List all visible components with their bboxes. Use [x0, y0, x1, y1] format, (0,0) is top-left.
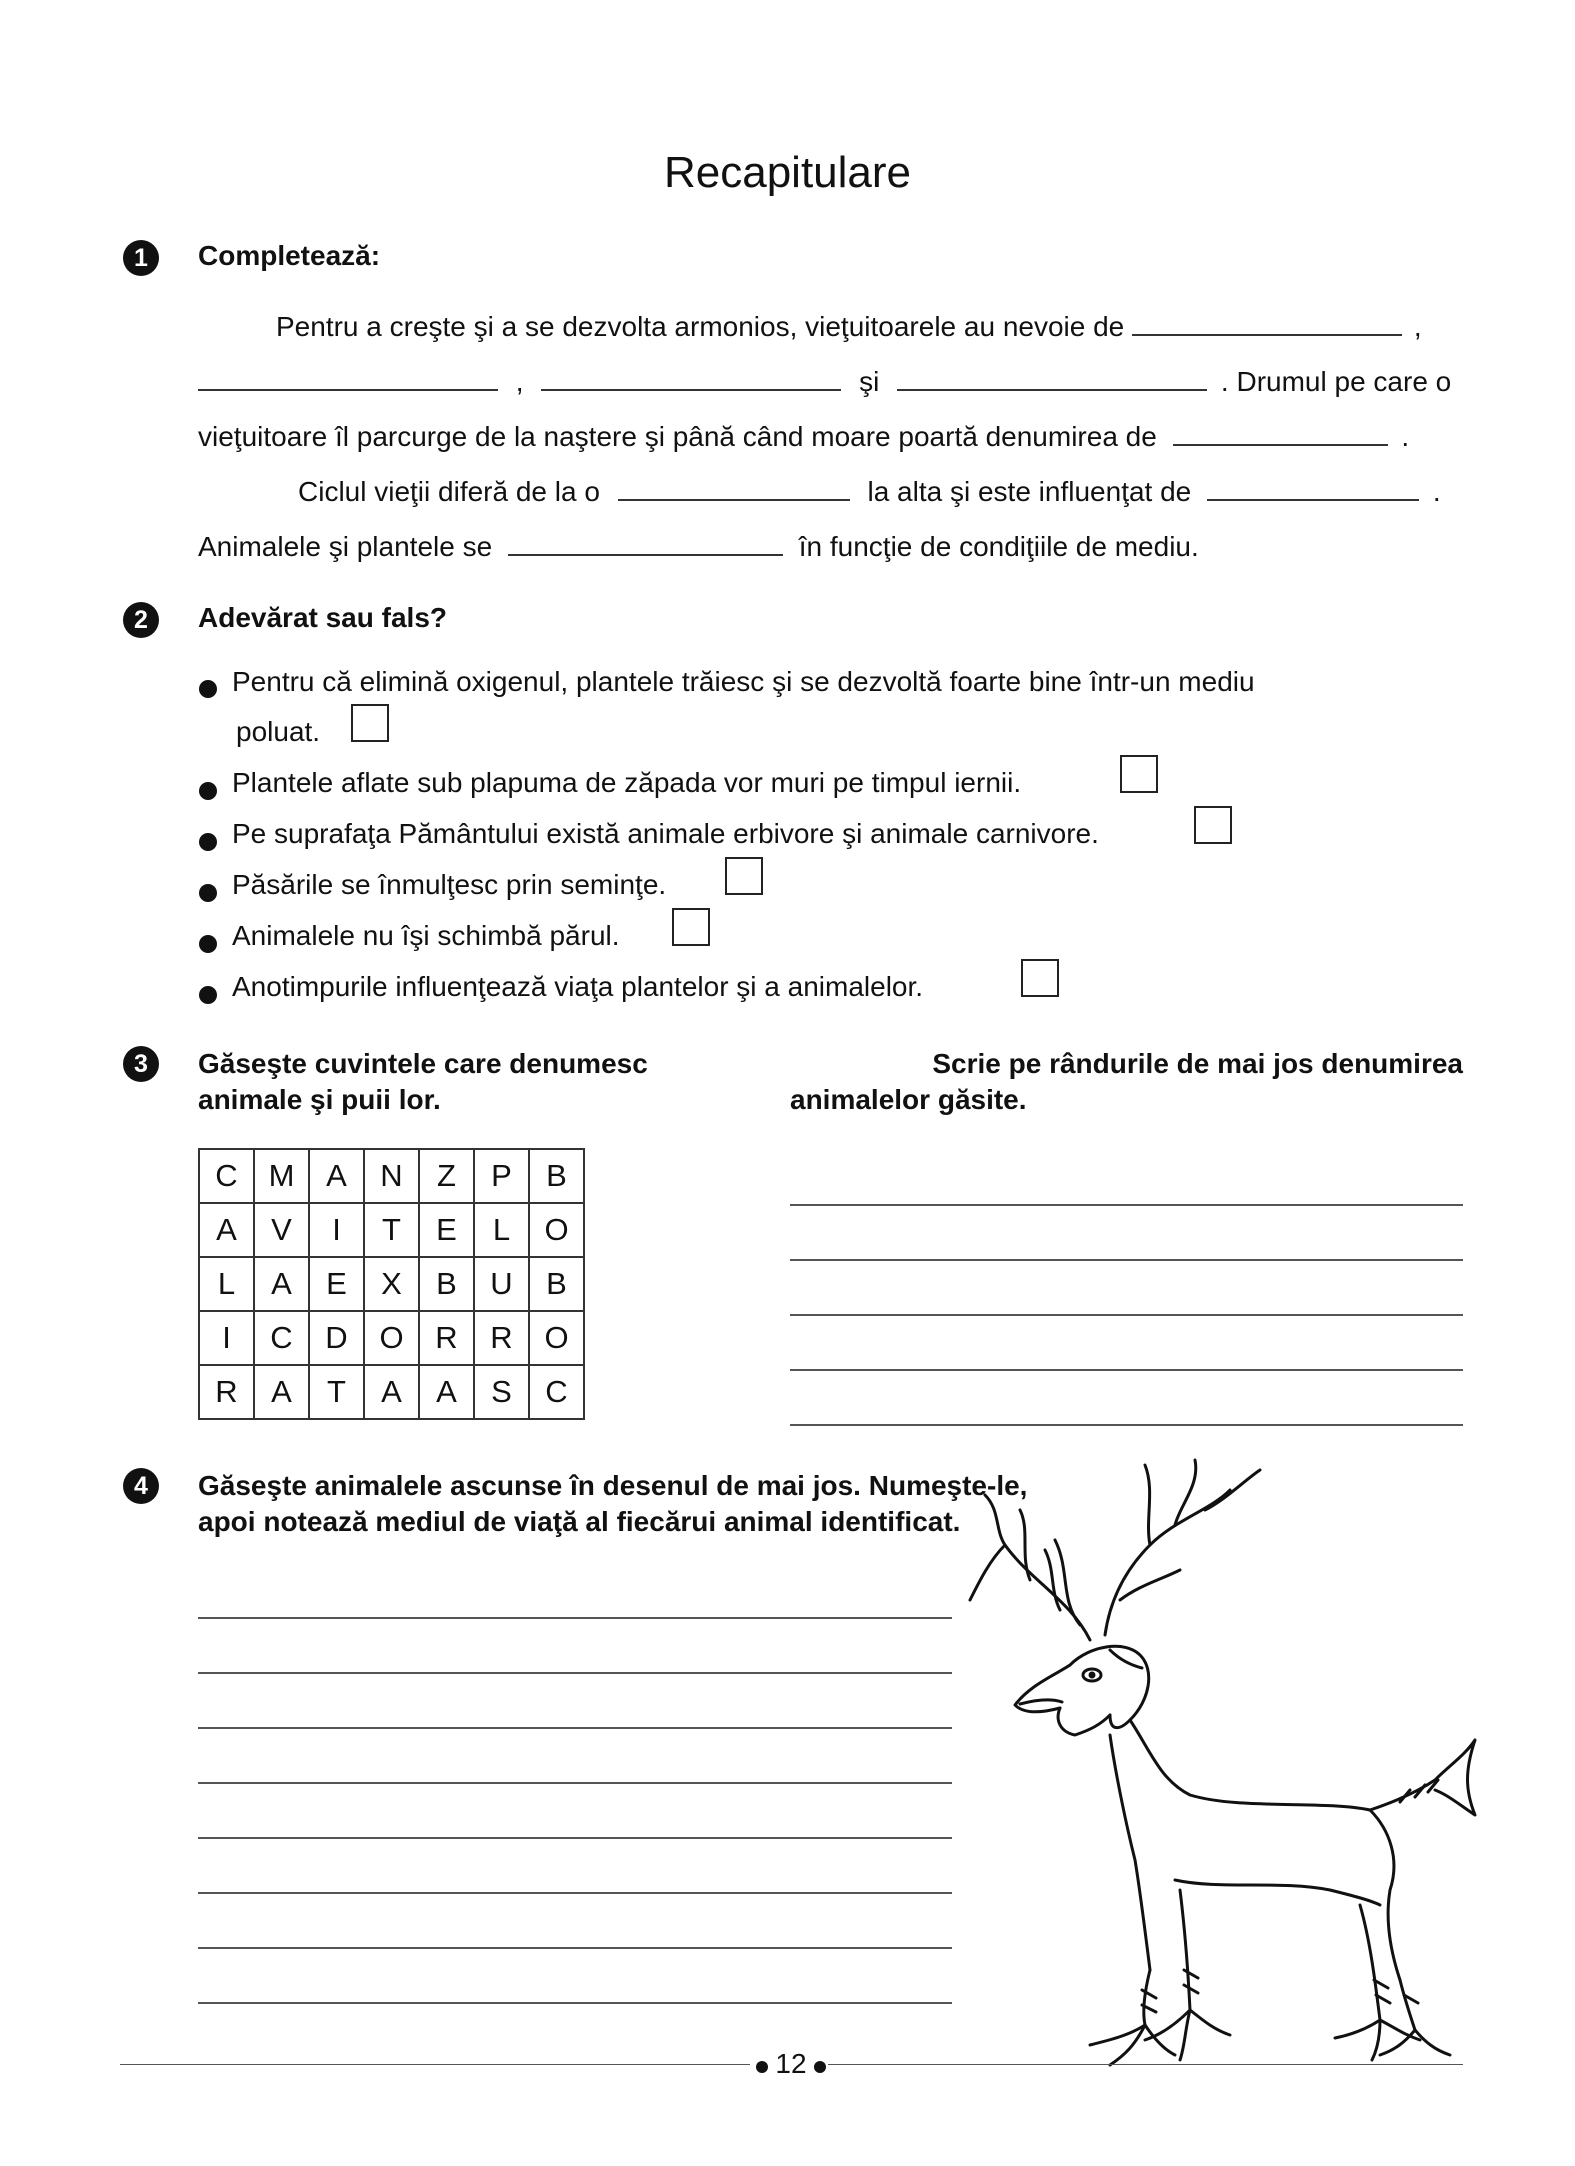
grid-cell[interactable]: C	[254, 1311, 309, 1365]
ex2-answer-box-5[interactable]	[672, 908, 710, 946]
grid-cell[interactable]: O	[529, 1311, 584, 1365]
footer-rule-right	[828, 2064, 1463, 2065]
ex1-line-4	[298, 476, 1441, 508]
ex1-line-4-text-a: Ciclul vieţii diferă de la o	[298, 476, 600, 507]
grid-cell[interactable]: E	[309, 1257, 364, 1311]
ex2-statement-2: Plantele aflate sub plapuma de zăpada vor muri pe timpul iernii.	[232, 767, 1022, 798]
ex1-line-2-end: . Drumul pe care o	[1220, 366, 1452, 397]
grid-row	[199, 1311, 584, 1365]
exercise-4-number: 4	[123, 1468, 159, 1504]
ex2-answer-box-1[interactable]	[351, 704, 389, 742]
bullet	[199, 935, 217, 953]
grid-cell[interactable]: V	[254, 1203, 309, 1257]
grid-cell[interactable]: L	[199, 1257, 254, 1311]
answer-line[interactable]	[198, 1727, 952, 1729]
exercise-4-heading-line-2: apoi notează mediul de viaţă al fiecărui animal identificat.	[198, 1506, 961, 1537]
ex2-statement-3: Pe suprafaţa Pământului există animale erbivore şi animale carnivore.	[232, 818, 1099, 849]
ex1-line-5	[198, 531, 1199, 563]
grid-cell[interactable]: P	[474, 1149, 529, 1203]
grid-cell[interactable]: A	[309, 1149, 364, 1203]
grid-row	[199, 1203, 584, 1257]
ex2-statement-1-cont: poluat.	[236, 716, 321, 747]
grid-cell[interactable]: N	[364, 1149, 419, 1203]
answer-line[interactable]	[198, 1782, 952, 1784]
ex1-dot-2: .	[1432, 476, 1441, 507]
exercise-4-heading	[198, 1468, 1027, 1540]
grid-cell[interactable]: A	[199, 1203, 254, 1257]
ex2-statement-4: Păsările se înmulţesc prin seminţe.	[232, 869, 667, 900]
grid-cell[interactable]: U	[474, 1257, 529, 1311]
ex1-blank-5[interactable]	[1173, 444, 1388, 446]
exercise-2-heading: Adevărat sau fals?	[198, 602, 447, 633]
ex1-blank-8[interactable]	[508, 554, 783, 556]
head-drawing	[1015, 1646, 1149, 1735]
grid-cell[interactable]: O	[364, 1311, 419, 1365]
ex1-line-1-text: Pentru a creşte şi a se dezvolta armonios, vieţuitoarele au nevoie de	[276, 311, 1125, 342]
bullet	[199, 680, 217, 698]
answer-line[interactable]	[198, 2002, 952, 2004]
grid-cell[interactable]: I	[309, 1203, 364, 1257]
grid-cell[interactable]: C	[199, 1149, 254, 1203]
exercise-3-instruction	[790, 1046, 1463, 1118]
ex1-line-2	[198, 366, 1451, 398]
answer-line[interactable]	[790, 1369, 1463, 1371]
grid-cell[interactable]: R	[474, 1311, 529, 1365]
grid-cell[interactable]: R	[199, 1365, 254, 1419]
grid-cell[interactable]: M	[254, 1149, 309, 1203]
grid-cell[interactable]: L	[474, 1203, 529, 1257]
grid-cell[interactable]: T	[309, 1365, 364, 1419]
footer-dot-left	[756, 2061, 768, 2073]
answer-line[interactable]	[198, 1837, 952, 1839]
exercise-3-heading-line-2: animale şi puii lor.	[198, 1084, 441, 1115]
answer-line[interactable]	[790, 1204, 1463, 1206]
page-number: 12	[775, 2048, 807, 2079]
grid-cell[interactable]: A	[254, 1257, 309, 1311]
ex1-blank-3[interactable]	[541, 389, 841, 391]
grid-row	[199, 1365, 584, 1419]
exercise-2-number: 2	[123, 602, 159, 638]
ex1-comma-1: ,	[1413, 311, 1422, 342]
grid-cell[interactable]: A	[364, 1365, 419, 1419]
answer-line[interactable]	[790, 1424, 1463, 1426]
answer-line[interactable]	[198, 1892, 952, 1894]
ex1-line-3-text: vieţuitoare îl parcurge de la naştere şi până când moare poartă denumirea de	[198, 421, 1157, 452]
grid-cell[interactable]: A	[254, 1365, 309, 1419]
answer-line[interactable]	[790, 1259, 1463, 1261]
bullet	[199, 833, 217, 851]
grid-cell[interactable]: Z	[419, 1149, 474, 1203]
word-search-grid	[198, 1148, 585, 1420]
antlers-drawing	[970, 1460, 1260, 1640]
hybrid-animal-illustration	[960, 1450, 1480, 2070]
grid-row	[199, 1149, 584, 1203]
ex1-blank-4[interactable]	[897, 389, 1207, 391]
grid-cell[interactable]: I	[199, 1311, 254, 1365]
ex2-statement-5: Animalele nu îşi schimbă părul.	[232, 920, 620, 951]
exercise-3-heading	[198, 1046, 648, 1118]
grid-row	[199, 1257, 584, 1311]
ex1-line-3	[198, 421, 1409, 453]
grid-cell[interactable]: B	[529, 1149, 584, 1203]
ex1-blank-7[interactable]	[1207, 499, 1419, 501]
ex1-dot-1: .	[1401, 421, 1410, 452]
ex1-line-1	[276, 311, 1422, 343]
grid-cell[interactable]: D	[309, 1311, 364, 1365]
ex1-blank-1[interactable]	[1132, 334, 1402, 336]
ex2-answer-box-4[interactable]	[725, 857, 763, 895]
grid-cell[interactable]: T	[364, 1203, 419, 1257]
grid-cell[interactable]: R	[419, 1311, 474, 1365]
exercise-3-heading-line-1: Găseşte cuvintele care denumesc	[198, 1048, 648, 1079]
body-drawing	[1110, 1720, 1415, 2030]
grid-cell[interactable]: E	[419, 1203, 474, 1257]
grid-cell[interactable]: X	[364, 1257, 419, 1311]
footer-rule-left	[120, 2064, 750, 2065]
answer-line[interactable]	[198, 1617, 952, 1619]
page-title: Recapitulare	[663, 148, 912, 197]
bullet	[199, 986, 217, 1004]
ex1-line-5-text-b: în funcţie de condiţiile de mediu.	[798, 531, 1199, 562]
bullet	[199, 782, 217, 800]
ex2-answer-box-6[interactable]	[1021, 959, 1059, 997]
grid-cell[interactable]: S	[474, 1365, 529, 1419]
grid-cell[interactable]: C	[529, 1365, 584, 1419]
answer-line[interactable]	[790, 1314, 1463, 1316]
exercise-4-heading-line-1: Găseşte animalele ascunse în desenul de mai jos. Numeşte-le,	[198, 1470, 1028, 1501]
ex1-line-4-text-b: la alta şi este influenţat de	[867, 476, 1192, 507]
answer-line[interactable]	[198, 1672, 952, 1674]
ex1-blank-6[interactable]	[618, 499, 850, 501]
ex2-statement-1: Pentru că elimină oxigenul, plantele trăiesc şi se dezvoltă foarte bine într-un mediu	[232, 666, 1255, 697]
ex1-line-5-text-a: Animalele şi plantele se	[198, 531, 493, 562]
answer-line[interactable]	[198, 1947, 952, 1949]
grid-cell[interactable]: O	[529, 1203, 584, 1257]
fish-tail-drawing	[1370, 1740, 1475, 1815]
exercise-3-instruction-line-1: Scrie pe rândurile de mai jos denumirea	[932, 1048, 1463, 1079]
ex2-answer-box-3[interactable]	[1194, 806, 1232, 844]
ex1-comma-2: ,	[515, 366, 524, 397]
grid-cell[interactable]: B	[529, 1257, 584, 1311]
ex1-and: şi	[859, 366, 880, 397]
exercise-3-instruction-line-2: animalelor găsite.	[790, 1084, 1027, 1115]
footer-dot-right	[814, 2061, 826, 2073]
exercise-3-number: 3	[123, 1046, 159, 1082]
grid-cell[interactable]: A	[419, 1365, 474, 1419]
exercise-1-heading: Completează:	[198, 240, 381, 271]
grid-cell[interactable]: B	[419, 1257, 474, 1311]
bullet	[199, 884, 217, 902]
ex1-blank-2[interactable]	[198, 389, 498, 391]
ex2-answer-box-2[interactable]	[1120, 755, 1158, 793]
exercise-1-number: 1	[123, 240, 159, 276]
ex2-statement-6: Anotimpurile influenţează viaţa plantelor şi a animalelor.	[232, 971, 924, 1002]
